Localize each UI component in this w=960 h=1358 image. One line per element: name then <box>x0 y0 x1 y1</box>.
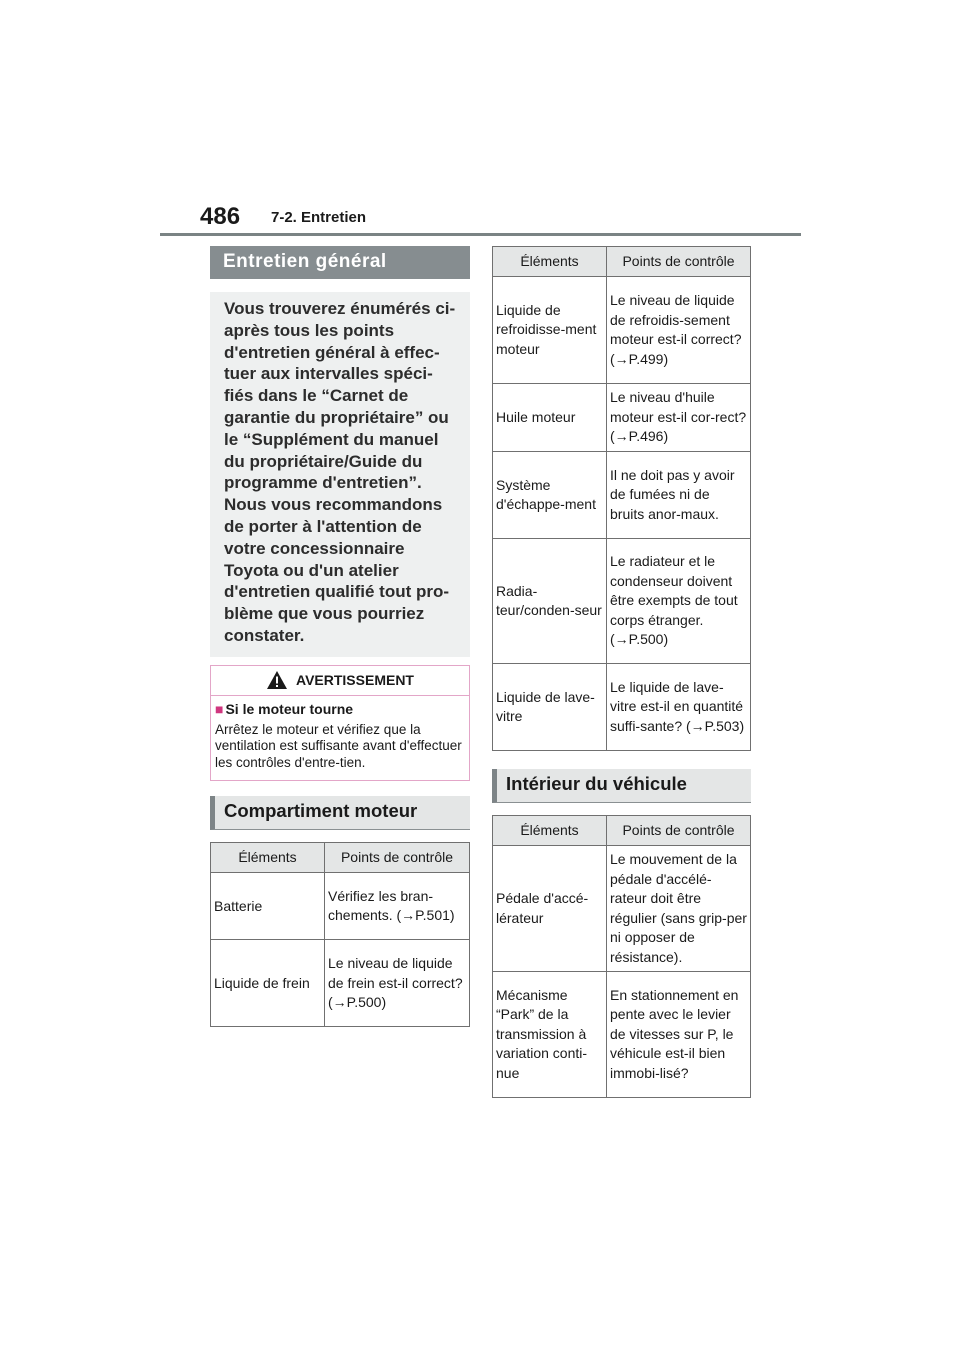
item-cell: Pédale d'accé-lérateur <box>493 846 607 972</box>
chapter-title: 7-2. Entretien <box>271 209 367 226</box>
table-row <box>493 277 751 384</box>
warning-subtitle: Si le moteur tourne <box>225 700 354 717</box>
check-cell: Le niveau de liquide de frein est-il correct? (→P.500) <box>325 940 470 1027</box>
column-header-items: Éléments <box>211 843 325 873</box>
table-row <box>493 664 751 751</box>
warning-title: AVERTISSEMENT <box>296 672 414 689</box>
item-cell: Système d'échappe-ment <box>493 452 607 539</box>
column-header-checkpoints: Points de contrôle <box>607 816 751 846</box>
table-row <box>493 384 751 452</box>
engine-table-part2 <box>492 246 751 751</box>
check-cell: Le liquide de lave-vitre est-il en quantité suffi-sante? (→P.503) <box>607 664 751 751</box>
item-cell: Batterie <box>211 873 325 940</box>
table-header-row <box>493 247 751 277</box>
table-row <box>211 873 470 940</box>
warning-text: Arrêtez le moteur et vérifiez que la ventilation est suffisante avant d'effectuer les contrôles d'entre-tien. <box>215 721 462 770</box>
item-cell: Huile moteur <box>493 384 607 452</box>
column-header-items: Éléments <box>493 247 607 277</box>
table-row <box>493 846 751 972</box>
vehicle-interior-title: Intérieur du véhicule <box>492 769 751 803</box>
item-cell: Liquide de frein <box>211 940 325 1027</box>
column-header-checkpoints: Points de contrôle <box>325 843 470 873</box>
interior-table <box>492 815 751 1098</box>
check-cell: Il ne doit pas y avoir de fumées ni de bruits anor-maux. <box>607 452 751 539</box>
warning-triangle-icon <box>266 670 288 690</box>
check-cell: Vérifiez les bran-chements. (→P.501) <box>325 873 470 940</box>
item-cell: Liquide de lave-vitre <box>493 664 607 751</box>
engine-compartment-title: Compartiment moteur <box>210 796 470 830</box>
warning-header <box>211 666 469 696</box>
general-maintenance-intro: Vous trouverez énumérés ci-après tous les points d'entretien général à effec-tuer aux intervalles spéci-fiés dans le “Carnet de garantie du propriétaire” ou le “Supplément du manuel du propriétaire/Guide du programme d'entretien”. Nous vous recommandons de porter à l'attention de votre concessionnaire Toyota ou d'un atelier d'entretien qualifié tout pro-blème que vous pourriez constater. <box>210 292 470 657</box>
column-header-checkpoints: Points de contrôle <box>607 247 751 277</box>
check-cell: Le niveau d'huile moteur est-il cor-rect? (→P.496) <box>607 384 751 452</box>
table-row <box>211 940 470 1027</box>
column-header-items: Éléments <box>493 816 607 846</box>
table-header-row <box>211 843 470 873</box>
header-divider <box>160 233 801 236</box>
check-cell: Le niveau de liquide de refroidis-sement moteur est-il correct? (→P.499) <box>607 277 751 384</box>
item-cell: Liquide de refroidisse-ment moteur <box>493 277 607 384</box>
check-cell: En stationnement en pente avec le levier de vitesses sur P, le véhicule est-il bien immobi-lisé? <box>607 972 751 1098</box>
warning-subtitle-row <box>215 700 465 719</box>
right-column <box>492 246 751 1098</box>
table-row <box>493 452 751 539</box>
warning-body <box>211 696 469 781</box>
check-cell: Le mouvement de la pédale d'accélé-rateur doit être régulier (sans grip-per ni opposer de résistance). <box>607 846 751 972</box>
square-bullet-icon: ■ <box>215 700 224 717</box>
general-maintenance-title: Entretien général <box>210 246 470 279</box>
engine-table-part1 <box>210 842 470 1027</box>
item-cell: Radia-teur/conden-seur <box>493 539 607 664</box>
check-cell: Le radiateur et le condenseur doivent être exempts de tout corps étranger. (→P.500) <box>607 539 751 664</box>
table-row <box>493 539 751 664</box>
table-row <box>493 972 751 1098</box>
page-number: 486 <box>200 203 241 230</box>
item-cell: Mécanisme “Park” de la transmission à variation conti-nue <box>493 972 607 1098</box>
warning-box <box>210 665 470 782</box>
table-header-row <box>493 816 751 846</box>
left-column <box>210 246 470 1027</box>
